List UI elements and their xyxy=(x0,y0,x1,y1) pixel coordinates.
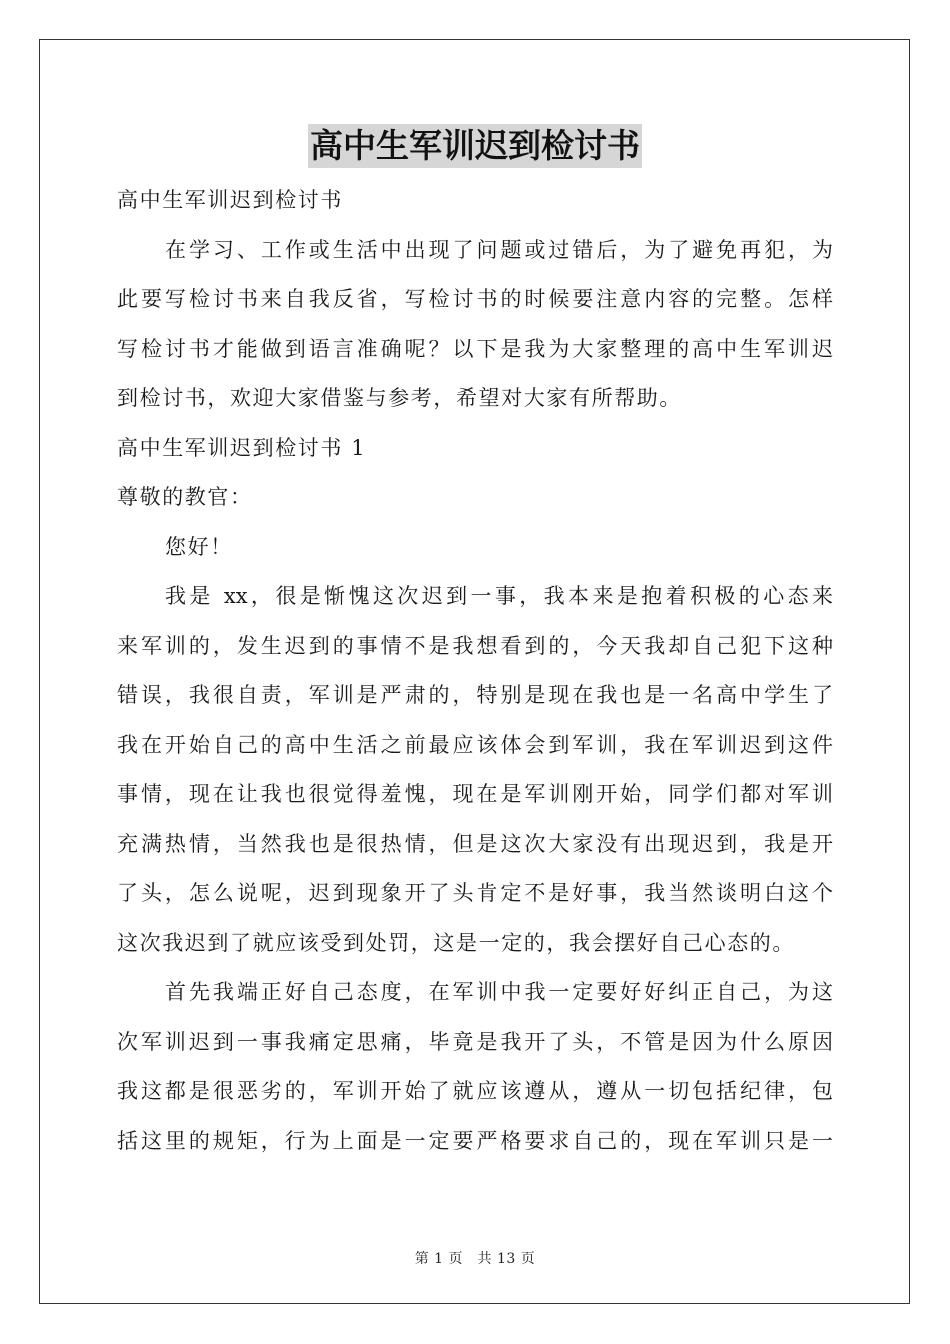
paragraph-line: 这次我迟到了就应该受到处罚，这是一定的，我会摆好自己心态的。 xyxy=(117,930,795,955)
salutation: 尊敬的教官： xyxy=(117,485,253,509)
paragraph-line: 此要写检讨书来自我反省，写检讨书的时候要注意内容的完整。怎样 xyxy=(117,287,833,311)
paragraph-line: 充满热情，当然我也是很热情，但是这次大家没有出现迟到，我是开 xyxy=(117,831,833,856)
title-container xyxy=(0,124,950,168)
paragraph-line: 括这里的规矩，行为上面是一定要严格要求自己的，现在军训只是一 xyxy=(117,1128,833,1153)
document-body xyxy=(117,176,833,1166)
paragraph-line: 写检讨书才能做到语言准确呢？以下是我为大家整理的高中生军训迟 xyxy=(117,336,833,361)
body-paragraph-1 xyxy=(117,572,833,968)
paragraph-line: 来军训的，发生迟到的事情不是我想看到的，今天我却自己犯下这种 xyxy=(117,633,833,658)
paragraph-line: 首先我端正好自己态度，在军训中我一定要好好纠正自己，为这 xyxy=(165,980,833,1004)
paragraph-line: 了头，怎么说呢，迟到现象开了头肯定不是好事，我当然谈明白这个 xyxy=(117,881,833,905)
page-footer: 第 1 页 共 13 页 xyxy=(414,1251,536,1267)
paragraph-line: 错误，我很自责，军训是严肃的，特别是现在我也是一名高中学生了 xyxy=(117,683,833,707)
section-heading: 高中生军训迟到检讨书 1 xyxy=(117,435,367,460)
greeting: 您好！ xyxy=(165,534,233,559)
paragraph-line: 我这都是很恶劣的，军训开始了就应该遵从，遵从一切包括纪律，包 xyxy=(117,1079,833,1103)
paragraph-line: 我是 xx，很是惭愧这次迟到一事，我本来是抱着积极的心态来 xyxy=(165,584,833,608)
body-paragraph-2 xyxy=(117,968,833,1166)
paragraph-line: 次军训迟到一事我痛定思痛，毕竟是我开了头，不管是因为什么原因 xyxy=(117,1029,833,1054)
intro-paragraph xyxy=(117,226,833,424)
paragraph-line: 我在开始自己的高中生活之前最应该体会到军训，我在军训迟到这件 xyxy=(117,732,833,757)
paragraph-line: 事情，现在让我也很觉得羞愧，现在是军训刚开始，同学们都对军训 xyxy=(117,782,833,806)
paragraph-line: 到检讨书，欢迎大家借鉴与参考，希望对大家有所帮助。 xyxy=(117,386,682,410)
paragraph-line: 在学习、工作或生活中出现了问题或过错后，为了避免再犯，为 xyxy=(165,237,833,262)
document-title: 高中生军训迟到检讨书 xyxy=(308,124,642,168)
document-subtitle: 高中生军训迟到检讨书 xyxy=(117,188,343,212)
